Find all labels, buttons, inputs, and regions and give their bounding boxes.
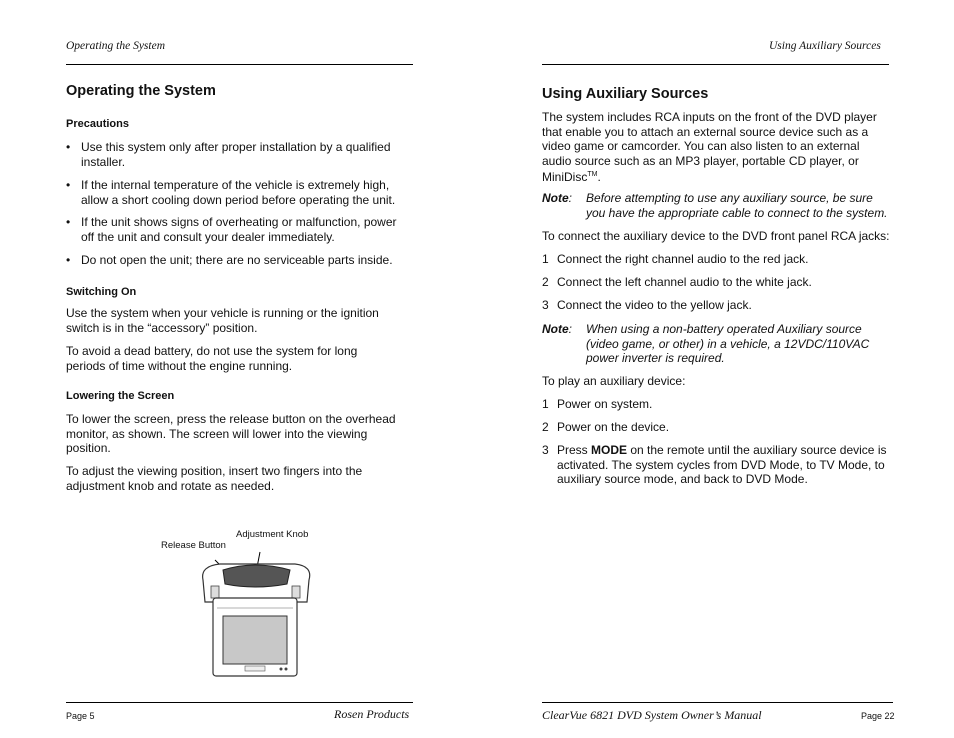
switching-on-title: Switching On xyxy=(66,286,137,298)
left-footer-rule xyxy=(66,702,413,703)
left-page-number: Page 5 xyxy=(66,711,95,721)
step-text: Connect the left channel audio to the white jack. xyxy=(557,275,812,289)
release-button-label: Release Button xyxy=(161,540,226,551)
step-text: Connect the video to the yellow jack. xyxy=(557,298,752,312)
precaution-text: Do not open the unit; there are no serviceable parts inside. xyxy=(81,253,393,267)
left-header-rule xyxy=(66,64,413,65)
precaution-text: If the unit shows signs of overheating or malfunction, power off the unit and consult your dealer immediately. xyxy=(81,215,397,244)
right-footer-rule xyxy=(542,702,893,703)
control-buttons xyxy=(245,666,265,671)
right-page-number: Page 22 xyxy=(861,711,895,721)
step-number: 1 xyxy=(542,252,549,266)
bullet-marker: • xyxy=(66,178,71,192)
lowering-screen-title: Lowering the Screen xyxy=(66,390,175,402)
right-header-rule xyxy=(542,64,889,65)
lcd-screen xyxy=(223,616,287,664)
note-label: Note: xyxy=(542,191,573,205)
overhead-monitor-illustration xyxy=(195,540,325,680)
intro-period: . xyxy=(597,170,601,184)
lowering-paragraph: To lower the screen, press the release button on the overhead monitor, as shown. The screen will lower into the viewing position. xyxy=(66,412,396,455)
side-hinge xyxy=(292,586,300,598)
dome-light-panel xyxy=(223,565,290,587)
note-label: Note: xyxy=(542,322,573,336)
note-text: Before attempting to use any auxiliary source, be sure you have the appropriate cable to connect to the system. xyxy=(586,191,888,220)
right-footer-manual: ClearVue 6821 DVD System Owner’s Manual xyxy=(542,708,762,722)
step-text: Power on system. xyxy=(557,397,653,411)
dead-battery-paragraph: To avoid a dead battery, do not use the system for long periods of time without the engine running. xyxy=(66,344,358,373)
connect-intro: To connect the auxiliary device to the DVD front panel RCA jacks: xyxy=(542,229,890,243)
adjustment-knob-label: Adjustment Knob xyxy=(236,529,309,540)
indicator-dot xyxy=(285,668,288,671)
precaution-text: If the internal temperature of the vehicle is extremely high, allow a short cooling down period before operating the unit. xyxy=(81,178,396,207)
intro-paragraph xyxy=(542,110,882,185)
bullet-marker: • xyxy=(66,215,71,229)
step-text: Connect the right channel audio to the red jack. xyxy=(557,252,809,266)
precaution-text: Use this system only after proper installation by a qualified installer. xyxy=(81,140,391,169)
step-number: 1 xyxy=(542,397,549,411)
left-section-title: Operating the System xyxy=(66,83,216,99)
step-number: 2 xyxy=(542,420,549,434)
note-text: When using a non-battery operated Auxiliary source (video game, or other) in a vehicle, a 12VDC/110VAC power inverter is required. xyxy=(586,322,870,365)
mode-keyword: MODE xyxy=(591,443,628,457)
left-footer-brand: Rosen Products xyxy=(334,707,410,721)
trademark-symbol: TM xyxy=(587,171,598,178)
left-running-header: Operating the System xyxy=(66,40,166,52)
bullet-marker: • xyxy=(66,140,71,154)
precautions-title: Precautions xyxy=(66,118,129,130)
step-text: Press MODE on the remote until the auxiliary source device is activated. The system cycles from DVD Mode, to TV Mode, to auxiliary source mode, and back to DVD Mode. xyxy=(557,443,887,486)
bullet-marker: • xyxy=(66,253,71,267)
step-number: 3 xyxy=(542,443,549,457)
adjusting-paragraph: To adjust the viewing position, insert two fingers into the adjustment knob and rotate as needed. xyxy=(66,464,363,493)
step-text: Power on the device. xyxy=(557,420,670,434)
intro-text: The system includes RCA inputs on the front of the DVD player that enable you to attach an external source device such as a video game or camcorder. You can also listen to an external audio source such as an MP3 player, portable CD player, or MiniDisc xyxy=(542,110,877,184)
right-running-header: Using Auxiliary Sources xyxy=(769,40,881,52)
step-number: 2 xyxy=(542,275,549,289)
side-hinge xyxy=(211,586,219,598)
switching-on-paragraph: Use the system when your vehicle is running or the ignition switch is in the “accessory” position. xyxy=(66,306,379,335)
indicator-dot xyxy=(280,668,283,671)
play-intro: To play an auxiliary device: xyxy=(542,374,686,388)
step-number: 3 xyxy=(542,298,549,312)
right-section-title: Using Auxiliary Sources xyxy=(542,86,709,102)
